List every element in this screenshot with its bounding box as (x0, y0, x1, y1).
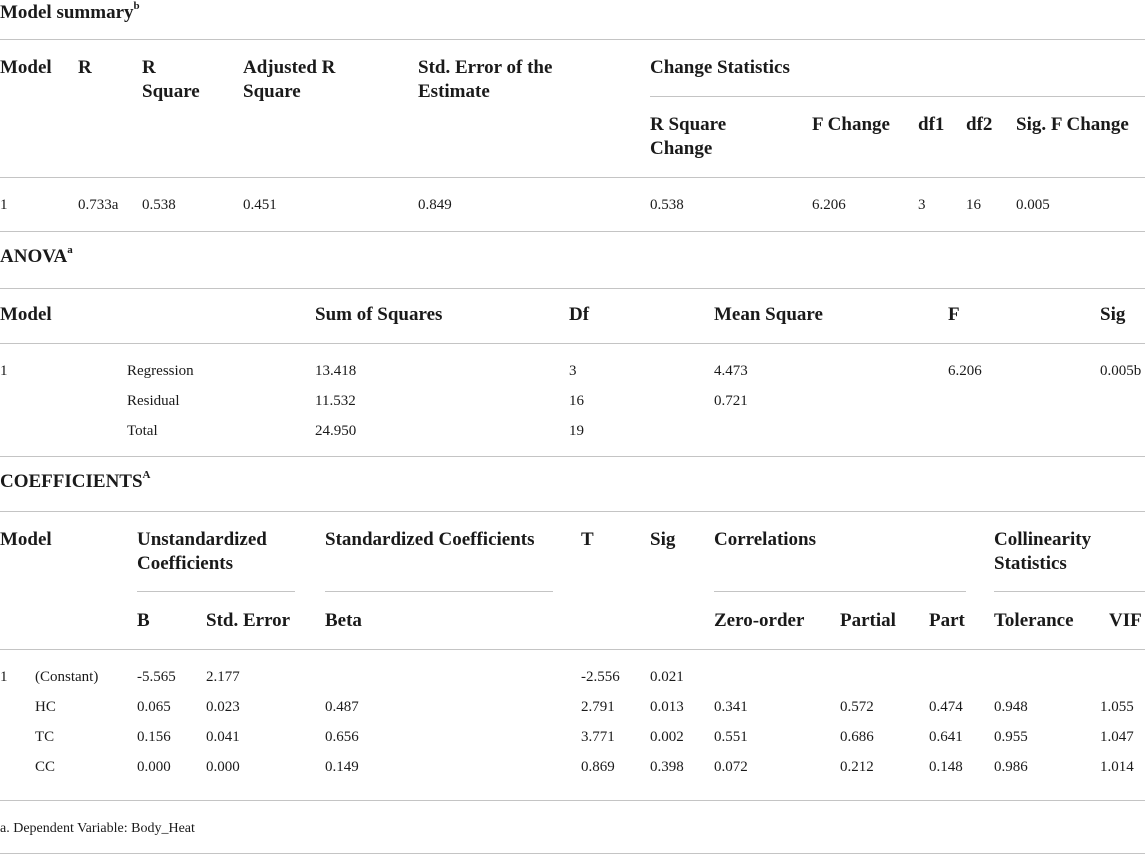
cell-r-square: 0.538 (142, 197, 176, 213)
divider (325, 591, 553, 592)
cell-zero-order: 0.341 (714, 699, 748, 715)
col-header-model: Model (0, 529, 52, 550)
cell-b: -5.565 (137, 669, 176, 685)
col-header-std-error: Std. Error of the Estimate (418, 57, 553, 102)
col-header-beta: Beta (325, 610, 362, 631)
divider (714, 591, 966, 592)
col-header-zero-order: Zero-order (714, 610, 805, 631)
cell-partial: 0.686 (840, 729, 874, 745)
col-header-correlations: Correlations (714, 529, 817, 550)
cell-std-error: 2.177 (206, 669, 240, 685)
cell-std-error: 0.849 (418, 197, 452, 213)
col-header-df1: df1 (918, 114, 945, 135)
col-header-partial: Partial (840, 610, 896, 631)
col-header-sig: Sig (1100, 304, 1126, 325)
cell-tolerance: 0.955 (994, 729, 1028, 745)
cell-partial: 0.212 (840, 759, 874, 775)
col-header-df2: df2 (966, 114, 993, 135)
cell-zero-order: 0.072 (714, 759, 748, 775)
cell-variable: CC (35, 759, 56, 775)
col-header-part: Part (929, 610, 965, 631)
col-header-adjusted-r-square: Adjusted R Square (243, 57, 336, 102)
cell-zero-order: 0.551 (714, 729, 748, 745)
cell-sig: 0.002 (650, 729, 684, 745)
cell-df2: 16 (966, 197, 981, 213)
cell-std-error: 0.000 (206, 759, 240, 775)
cell-sig-f-change: 0.005 (1016, 197, 1050, 213)
cell-t: 2.791 (581, 699, 615, 715)
cell-partial: 0.572 (840, 699, 874, 715)
cell-tolerance: 0.948 (994, 699, 1028, 715)
col-header-r: R (78, 57, 92, 78)
col-header-tolerance: Tolerance (994, 610, 1074, 631)
cell-beta: 0.656 (325, 729, 359, 745)
divider (994, 591, 1145, 592)
col-header-r-square: R Square (142, 57, 200, 102)
cell-t: 0.869 (581, 759, 615, 775)
col-header-standardized: Standardized Coefficients (325, 529, 535, 550)
divider (0, 853, 1145, 854)
divider (0, 511, 1145, 512)
divider (650, 96, 1145, 97)
cell-sig: 0.005b (1100, 363, 1142, 379)
cell-tolerance: 0.986 (994, 759, 1028, 775)
cell-model: 1 (0, 363, 8, 379)
cell-mean-square: 0.721 (714, 393, 748, 409)
cell-b: 0.156 (137, 729, 171, 745)
col-header-f-change: F Change (812, 114, 890, 135)
cell-df: 19 (569, 423, 584, 439)
cell-df: 16 (569, 393, 584, 409)
cell-source: Residual (127, 393, 180, 409)
divider (0, 288, 1145, 289)
col-header-f: F (948, 304, 960, 325)
cell-b: 0.000 (137, 759, 171, 775)
col-header-df: Df (569, 304, 590, 325)
cell-mean-square: 4.473 (714, 363, 748, 379)
cell-model: 1 (0, 669, 8, 685)
cell-adjusted-r-square: 0.451 (243, 197, 277, 213)
divider (0, 800, 1145, 801)
col-header-change-statistics: Change Statistics (650, 57, 790, 78)
divider (0, 343, 1145, 344)
cell-vif: 1.055 (1100, 699, 1134, 715)
col-header-sum-of-squares: Sum of Squares (315, 304, 443, 325)
cell-vif: 1.014 (1100, 759, 1134, 775)
divider (0, 39, 1145, 40)
col-header-r-square-change: R Square Change (650, 114, 727, 159)
cell-sig: 0.021 (650, 669, 684, 685)
cell-sum-of-squares: 11.532 (315, 393, 356, 409)
cell-df1: 3 (918, 197, 926, 213)
anova-title: ANOVA$^a$ (0, 243, 73, 267)
cell-std-error: 0.041 (206, 729, 240, 745)
col-header-std-error: Std. Error (206, 610, 291, 631)
footnote: a. Dependent Variable: Body_Heat (0, 821, 195, 836)
col-header-unstandardized: Unstandardized Coefficients (137, 529, 267, 574)
cell-sig: 0.013 (650, 699, 684, 715)
cell-variable: TC (35, 729, 55, 745)
divider (0, 177, 1145, 178)
col-header-t: T (581, 529, 594, 550)
cell-part: 0.641 (929, 729, 963, 745)
divider (137, 591, 295, 592)
cell-part: 0.474 (929, 699, 963, 715)
cell-r: 0.733a (78, 197, 119, 213)
cell-r-square-change: 0.538 (650, 197, 684, 213)
model-summary-title: Model summary$^b$ (0, 0, 140, 23)
divider (0, 231, 1145, 232)
col-header-sig: Sig (650, 529, 676, 550)
cell-sig: 0.398 (650, 759, 684, 775)
cell-df: 3 (569, 363, 577, 379)
cell-f: 6.206 (948, 363, 982, 379)
cell-b: 0.065 (137, 699, 171, 715)
cell-vif: 1.047 (1100, 729, 1134, 745)
col-header-b: B (137, 610, 150, 631)
col-header-collinearity: Collinearity Statistics (994, 529, 1092, 574)
cell-variable: (Constant) (35, 669, 99, 685)
cell-sum-of-squares: 24.950 (315, 423, 357, 439)
coefficients-title: $COEFFICIENTS^A$ (0, 468, 151, 492)
col-header-vif: VIF (1109, 610, 1142, 631)
cell-part: 0.148 (929, 759, 963, 775)
col-header-model: Model (0, 304, 52, 325)
cell-t: 3.771 (581, 729, 615, 745)
cell-beta: 0.149 (325, 759, 359, 775)
cell-sum-of-squares: 13.418 (315, 363, 357, 379)
cell-beta: 0.487 (325, 699, 359, 715)
col-header-model: Model (0, 57, 52, 78)
col-header-mean-square: Mean Square (714, 304, 823, 325)
col-header-sig-f-change: Sig. F Change (1016, 114, 1129, 135)
cell-t: -2.556 (581, 669, 620, 685)
divider (0, 649, 1145, 650)
cell-source: Total (127, 423, 158, 439)
cell-source: Regression (127, 363, 194, 379)
cell-f-change: 6.206 (812, 197, 846, 213)
divider (0, 456, 1145, 457)
cell-std-error: 0.023 (206, 699, 240, 715)
cell-model: 1 (0, 197, 8, 213)
cell-variable: HC (35, 699, 56, 715)
